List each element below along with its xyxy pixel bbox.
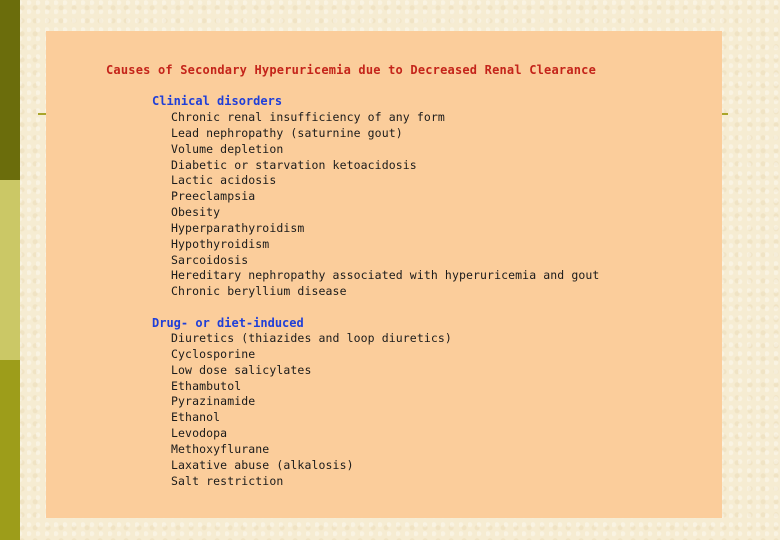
list-item: Hypothyroidism [171, 236, 270, 251]
sidebar-stripe-dark [0, 0, 20, 180]
list-item: Preeclampsia [171, 189, 256, 204]
list-item: Methoxyflurane [171, 441, 270, 456]
list-item: Levodopa [171, 426, 228, 441]
sidebar-stripe-olive [0, 360, 20, 540]
list-item: Cyclosporine [171, 346, 256, 361]
sidebar-stripe-light [0, 180, 20, 360]
list-item: Hereditary nephropathy associated with hyperuricemia and gout [171, 268, 600, 283]
list-item: Salt restriction [171, 473, 284, 488]
clinical-disorders-list [171, 110, 599, 300]
list-item: Chronic renal insufficiency of any form [171, 110, 445, 124]
list-item: Pyrazinamide [171, 394, 256, 409]
list-item: Diuretics (thiazides and loop diuretics) [171, 331, 452, 345]
list-item: Laxative abuse (alkalosis) [171, 457, 354, 472]
drug-diet-induced-list [171, 331, 452, 489]
list-item: Sarcoidosis [171, 252, 249, 267]
list-item: Volume depletion [171, 141, 284, 156]
list-item: Lead nephropathy (saturnine gout) [171, 125, 403, 140]
list-item: Low dose salicylates [171, 362, 312, 377]
list-item: Chronic beryllium disease [171, 284, 347, 299]
list-item: Obesity [171, 205, 221, 220]
list-item: Diabetic or starvation ketoacidosis [171, 157, 417, 172]
section-heading-drug-or-diet-induced: Drug- or diet-induced [152, 316, 304, 330]
section-heading-clinical-disorders: Clinical disorders [152, 94, 283, 108]
list-item: Hyperparathyroidism [171, 220, 305, 235]
list-item: Lactic acidosis [171, 173, 277, 188]
list-item: Ethanol [171, 410, 221, 425]
document-title: Causes of Secondary Hyperuricemia due to Decreased Renal Clearance [106, 63, 597, 77]
list-item: Ethambutol [171, 378, 242, 393]
